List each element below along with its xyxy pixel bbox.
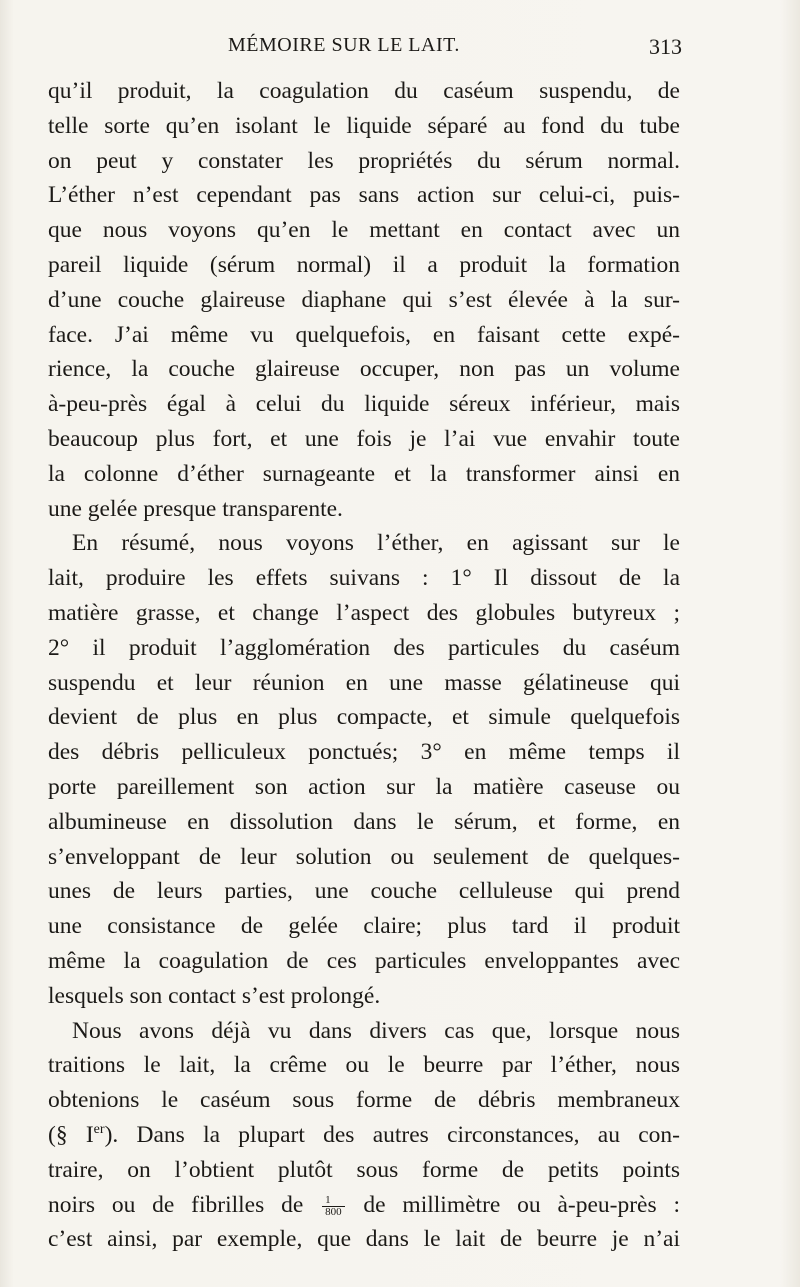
text-line: d’une couche glaireuse diaphane qui s’est élevée à la sur-: [48, 286, 680, 313]
text-line: une consistance de gelée claire; plus tard il produit: [48, 913, 680, 940]
paragraph-start-line: Nous avons déjà vu dans divers cas que, lorsque nous: [72, 1017, 680, 1044]
text-line: obtenions le caséum sous forme de débris membraneux: [48, 1087, 680, 1114]
text-line: traire, on l’obtient plutôt sous forme de petits points: [48, 1156, 680, 1183]
text-line: qu’il produit, la coagulation du caséum suspendu, de: [48, 78, 680, 104]
text-line: beaucoup plus fort, et une fois je l’ai vue envahir toute: [48, 425, 680, 452]
section-ref-open: (§ I: [48, 1121, 94, 1148]
text-line: L’éther n’est cependant pas sans action sur celui-ci, puis-: [48, 182, 680, 209]
text-line: traitions le lait, la crême ou le beurre par l’éther, nous: [48, 1052, 680, 1079]
fraction-denominator: 800: [325, 1205, 342, 1218]
text-line: lait, produire les effets suivans : 1° Il dissout de la: [48, 565, 680, 592]
section-ref-superscript: er: [93, 1122, 105, 1138]
text-line: matière grasse, et change l’aspect des globules butyreux ;: [48, 599, 680, 626]
text-line: à-peu-près égal à celui du liquide séreux inférieur, mais: [48, 391, 680, 418]
page-header: [48, 34, 682, 64]
text-line: on peut y constater les propriétés du sérum normal.: [48, 147, 680, 174]
text-line: pareil liquide (sérum normal) il a produit la formation: [48, 251, 680, 278]
paragraph-end-line: une gelée presque transparente.: [48, 495, 343, 522]
paragraph-end-line: lesquels son contact s’est prolongé.: [48, 982, 381, 1009]
text-line: 2° il produit l’agglomération des particules du caséum: [48, 634, 680, 661]
text-line: face. J’ai même vu quelquefois, en faisant cette expé-: [48, 321, 680, 348]
text-line: devient de plus en plus compacte, et simule quelquefois: [48, 704, 680, 731]
text-line: telle sorte qu’en isolant le liquide séparé au fond du tube: [48, 112, 680, 139]
text-line: des débris pelliculeux ponctués; 3° en même temps il: [48, 739, 680, 766]
text-line: rience, la couche glaireuse occuper, non pas un volume: [48, 356, 680, 383]
text-line: c’est ainsi, par exemple, que dans le lait de beurre je n’ai: [48, 1226, 680, 1253]
paragraph-start-line: En résumé, nous voyons l’éther, en agissant sur le: [72, 530, 680, 557]
body-text: [48, 74, 680, 1257]
page-number: 313: [649, 34, 682, 59]
fraction-line-after: de millimètre ou à-peu-près :: [363, 1191, 680, 1218]
text-line: que nous voyons qu’en le mettant en contact avec un: [48, 217, 680, 244]
text-line: porte pareillement son action sur la matière caseuse ou: [48, 773, 680, 800]
section-ref-rest: ). Dans la plupart des autres circonstances, au con-: [104, 1121, 680, 1148]
running-title: MÉMOIRE SUR LE LAIT.: [228, 34, 460, 56]
text-line-fraction: [48, 1188, 680, 1223]
text-line: s’enveloppant de leur solution ou seulement de quelques-: [48, 843, 680, 870]
text-line: unes de leurs parties, une couche celluleuse qui prend: [48, 878, 680, 905]
fraction: [322, 1195, 345, 1218]
text-line-section-ref: [48, 1118, 680, 1153]
text-line: albumineuse en dissolution dans le sérum, et forme, en: [48, 808, 680, 835]
fraction-line-before: noirs ou de fibrilles de: [48, 1191, 304, 1218]
text-line: la colonne d’éther surnageante et la transformer ainsi en: [48, 460, 680, 487]
text-line: suspendu et leur réunion en une masse gélatineuse qui: [48, 669, 680, 696]
text-line: même la coagulation de ces particules enveloppantes avec: [48, 947, 680, 974]
fraction-numerator: 1: [322, 1195, 345, 1207]
